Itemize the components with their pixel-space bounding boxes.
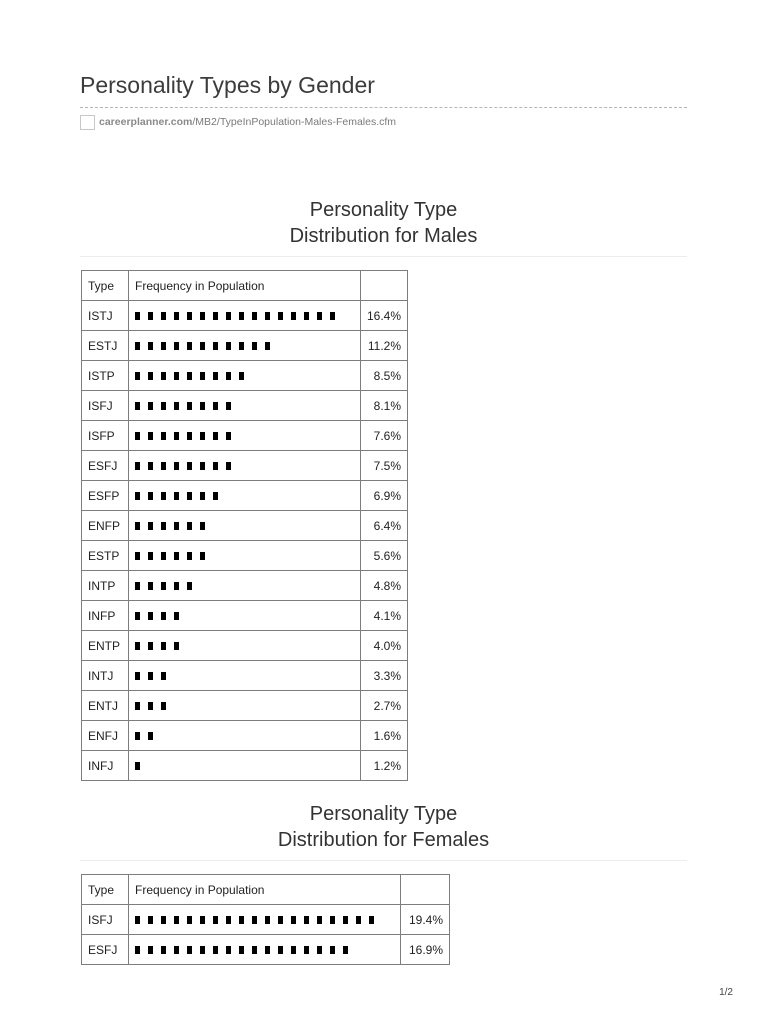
frequency-block bbox=[200, 946, 205, 954]
header-percent bbox=[401, 875, 450, 905]
frequency-block bbox=[148, 492, 153, 500]
title-divider bbox=[80, 107, 687, 108]
frequency-block bbox=[278, 312, 283, 320]
frequency-block bbox=[161, 492, 166, 500]
frequency-block bbox=[330, 916, 335, 924]
frequency-block bbox=[135, 642, 140, 650]
frequency-block bbox=[148, 552, 153, 560]
frequency-block bbox=[174, 492, 179, 500]
frequency-bar bbox=[135, 372, 354, 380]
frequency-block bbox=[135, 946, 140, 954]
frequency-cell bbox=[129, 691, 361, 721]
frequency-block bbox=[148, 612, 153, 620]
frequency-block bbox=[226, 916, 231, 924]
frequency-block bbox=[239, 916, 244, 924]
type-cell: ESFP bbox=[82, 481, 129, 511]
frequency-block bbox=[161, 582, 166, 590]
percent-cell: 11.2% bbox=[361, 331, 408, 361]
frequency-block bbox=[187, 462, 192, 470]
type-cell: ENFJ bbox=[82, 721, 129, 751]
frequency-block bbox=[213, 342, 218, 350]
type-cell: INTJ bbox=[82, 661, 129, 691]
frequency-block bbox=[135, 612, 140, 620]
frequency-block bbox=[187, 946, 192, 954]
frequency-bar bbox=[135, 402, 354, 410]
frequency-block bbox=[239, 342, 244, 350]
frequency-block bbox=[148, 582, 153, 590]
frequency-block bbox=[200, 492, 205, 500]
frequency-block bbox=[317, 916, 322, 924]
frequency-block bbox=[200, 462, 205, 470]
frequency-block bbox=[278, 946, 283, 954]
frequency-block bbox=[161, 432, 166, 440]
females-heading-line1: Personality Type bbox=[309, 803, 458, 825]
frequency-block bbox=[148, 402, 153, 410]
table-row bbox=[82, 601, 408, 631]
frequency-block bbox=[148, 342, 153, 350]
header-type: Type bbox=[82, 875, 129, 905]
frequency-block bbox=[265, 312, 270, 320]
frequency-block bbox=[265, 342, 270, 350]
source-domain: careerplanner.com bbox=[99, 116, 193, 128]
table-row bbox=[82, 571, 408, 601]
frequency-cell bbox=[129, 751, 361, 781]
percent-cell: 3.3% bbox=[361, 661, 408, 691]
frequency-block bbox=[213, 312, 218, 320]
type-cell: ISTJ bbox=[82, 301, 129, 331]
percent-cell: 1.2% bbox=[361, 751, 408, 781]
frequency-block bbox=[161, 402, 166, 410]
frequency-block bbox=[239, 312, 244, 320]
frequency-block bbox=[174, 552, 179, 560]
frequency-block bbox=[135, 762, 140, 770]
frequency-bar bbox=[135, 462, 354, 470]
frequency-block bbox=[291, 946, 296, 954]
frequency-block bbox=[304, 916, 309, 924]
females-section-heading bbox=[80, 801, 687, 853]
percent-cell: 2.7% bbox=[361, 691, 408, 721]
type-cell: ENTJ bbox=[82, 691, 129, 721]
table-row bbox=[82, 541, 408, 571]
frequency-block bbox=[148, 642, 153, 650]
males-heading-line1: Personality Type bbox=[309, 199, 458, 221]
frequency-block bbox=[226, 402, 231, 410]
frequency-cell bbox=[129, 301, 361, 331]
source-url[interactable] bbox=[80, 113, 396, 131]
frequency-cell bbox=[129, 391, 361, 421]
type-cell: ISTP bbox=[82, 361, 129, 391]
frequency-block bbox=[174, 612, 179, 620]
table-row bbox=[82, 451, 408, 481]
frequency-block bbox=[200, 522, 205, 530]
frequency-block bbox=[213, 492, 218, 500]
type-cell: INFP bbox=[82, 601, 129, 631]
frequency-block bbox=[148, 462, 153, 470]
percent-cell: 4.0% bbox=[361, 631, 408, 661]
type-cell: ISFP bbox=[82, 421, 129, 451]
frequency-block bbox=[343, 916, 348, 924]
frequency-block bbox=[161, 612, 166, 620]
frequency-block bbox=[135, 372, 140, 380]
frequency-cell bbox=[129, 721, 361, 751]
frequency-block bbox=[174, 642, 179, 650]
frequency-block bbox=[187, 916, 192, 924]
frequency-cell bbox=[129, 601, 361, 631]
frequency-bar bbox=[135, 916, 394, 924]
frequency-block bbox=[174, 916, 179, 924]
percent-cell: 16.9% bbox=[401, 935, 450, 965]
frequency-block bbox=[135, 462, 140, 470]
frequency-block bbox=[161, 642, 166, 650]
frequency-bar bbox=[135, 552, 354, 560]
frequency-block bbox=[161, 916, 166, 924]
frequency-block bbox=[174, 946, 179, 954]
frequency-block bbox=[174, 522, 179, 530]
frequency-block bbox=[187, 552, 192, 560]
frequency-block bbox=[135, 342, 140, 350]
percent-cell: 4.1% bbox=[361, 601, 408, 631]
frequency-block bbox=[226, 312, 231, 320]
table-row bbox=[82, 511, 408, 541]
frequency-block bbox=[317, 312, 322, 320]
frequency-cell bbox=[129, 541, 361, 571]
frequency-block bbox=[135, 582, 140, 590]
type-cell: ENTP bbox=[82, 631, 129, 661]
frequency-block bbox=[148, 522, 153, 530]
frequency-block bbox=[291, 916, 296, 924]
frequency-block bbox=[148, 732, 153, 740]
table-row bbox=[82, 661, 408, 691]
frequency-cell bbox=[129, 451, 361, 481]
page-title: Personality Types by Gender bbox=[80, 72, 375, 98]
frequency-block bbox=[213, 402, 218, 410]
header-percent bbox=[361, 271, 408, 301]
frequency-block bbox=[252, 916, 257, 924]
header-frequency: Frequency in Population bbox=[129, 875, 401, 905]
frequency-block bbox=[317, 946, 322, 954]
type-cell: ESTP bbox=[82, 541, 129, 571]
frequency-block bbox=[135, 402, 140, 410]
frequency-block bbox=[135, 732, 140, 740]
frequency-block bbox=[187, 432, 192, 440]
frequency-block bbox=[174, 432, 179, 440]
frequency-block bbox=[174, 342, 179, 350]
frequency-block bbox=[135, 916, 140, 924]
frequency-block bbox=[148, 432, 153, 440]
table-row bbox=[82, 391, 408, 421]
frequency-block bbox=[135, 552, 140, 560]
frequency-block bbox=[200, 342, 205, 350]
favicon-placeholder-icon bbox=[80, 115, 95, 130]
frequency-cell bbox=[129, 421, 361, 451]
header-type: Type bbox=[82, 271, 129, 301]
frequency-block bbox=[148, 916, 153, 924]
frequency-block bbox=[135, 672, 140, 680]
frequency-block bbox=[200, 916, 205, 924]
frequency-block bbox=[187, 522, 192, 530]
males-table-body bbox=[82, 301, 408, 781]
type-cell: ESFJ bbox=[82, 451, 129, 481]
frequency-block bbox=[161, 462, 166, 470]
frequency-block bbox=[239, 946, 244, 954]
percent-cell: 8.5% bbox=[361, 361, 408, 391]
frequency-block bbox=[187, 492, 192, 500]
frequency-bar bbox=[135, 702, 354, 710]
frequency-bar bbox=[135, 432, 354, 440]
frequency-block bbox=[252, 342, 257, 350]
frequency-block bbox=[161, 552, 166, 560]
source-path: /MB2/TypeInPopulation-Males-Females.cfm bbox=[192, 116, 397, 128]
table-row bbox=[82, 721, 408, 751]
frequency-block bbox=[135, 702, 140, 710]
frequency-block bbox=[135, 312, 140, 320]
frequency-cell bbox=[129, 481, 361, 511]
header-frequency: Frequency in Population bbox=[129, 271, 361, 301]
frequency-block bbox=[330, 312, 335, 320]
type-cell: ENFP bbox=[82, 511, 129, 541]
frequency-bar bbox=[135, 492, 354, 500]
frequency-block bbox=[226, 462, 231, 470]
frequency-block bbox=[213, 462, 218, 470]
type-cell: ESTJ bbox=[82, 331, 129, 361]
type-cell: INFJ bbox=[82, 751, 129, 781]
table-row bbox=[82, 751, 408, 781]
frequency-cell bbox=[129, 331, 361, 361]
females-section-divider bbox=[80, 860, 687, 861]
frequency-block bbox=[213, 916, 218, 924]
frequency-block bbox=[343, 946, 348, 954]
frequency-bar bbox=[135, 642, 354, 650]
frequency-block bbox=[174, 402, 179, 410]
frequency-bar bbox=[135, 522, 354, 530]
frequency-block bbox=[148, 946, 153, 954]
frequency-block bbox=[239, 372, 244, 380]
frequency-cell bbox=[129, 361, 361, 391]
frequency-block bbox=[161, 946, 166, 954]
frequency-block bbox=[148, 672, 153, 680]
table-row bbox=[82, 421, 408, 451]
frequency-block bbox=[148, 312, 153, 320]
type-cell: ISFJ bbox=[82, 905, 129, 935]
table-row bbox=[82, 691, 408, 721]
frequency-block bbox=[161, 522, 166, 530]
frequency-bar bbox=[135, 342, 354, 350]
frequency-block bbox=[174, 582, 179, 590]
table-row bbox=[82, 631, 408, 661]
percent-cell: 5.6% bbox=[361, 541, 408, 571]
table-row bbox=[82, 301, 408, 331]
table-row bbox=[82, 935, 450, 965]
frequency-bar bbox=[135, 312, 354, 320]
frequency-block bbox=[174, 462, 179, 470]
frequency-block bbox=[265, 946, 270, 954]
females-table-body bbox=[82, 905, 450, 965]
frequency-cell bbox=[129, 571, 361, 601]
frequency-block bbox=[304, 312, 309, 320]
percent-cell: 7.6% bbox=[361, 421, 408, 451]
frequency-block bbox=[200, 402, 205, 410]
frequency-block bbox=[187, 372, 192, 380]
frequency-block bbox=[174, 372, 179, 380]
frequency-block bbox=[304, 946, 309, 954]
frequency-block bbox=[278, 916, 283, 924]
frequency-cell bbox=[129, 511, 361, 541]
percent-cell: 16.4% bbox=[361, 301, 408, 331]
frequency-block bbox=[356, 916, 361, 924]
frequency-bar bbox=[135, 732, 354, 740]
frequency-block bbox=[252, 946, 257, 954]
percent-cell: 1.6% bbox=[361, 721, 408, 751]
frequency-block bbox=[135, 522, 140, 530]
frequency-block bbox=[213, 372, 218, 380]
frequency-block bbox=[226, 342, 231, 350]
table-header-row bbox=[82, 875, 450, 905]
frequency-block bbox=[148, 702, 153, 710]
frequency-block bbox=[200, 312, 205, 320]
type-cell: ISFJ bbox=[82, 391, 129, 421]
males-heading-line2: Distribution for Males bbox=[289, 225, 478, 247]
frequency-block bbox=[226, 432, 231, 440]
frequency-block bbox=[187, 582, 192, 590]
frequency-block bbox=[369, 916, 374, 924]
table-row bbox=[82, 361, 408, 391]
frequency-bar bbox=[135, 582, 354, 590]
percent-cell: 6.9% bbox=[361, 481, 408, 511]
frequency-block bbox=[226, 372, 231, 380]
frequency-block bbox=[226, 946, 231, 954]
table-row bbox=[82, 331, 408, 361]
frequency-block bbox=[161, 702, 166, 710]
frequency-block bbox=[330, 946, 335, 954]
percent-cell: 19.4% bbox=[401, 905, 450, 935]
page-number: 1/2 bbox=[719, 987, 733, 998]
frequency-block bbox=[187, 402, 192, 410]
frequency-block bbox=[161, 372, 166, 380]
males-section-heading bbox=[80, 197, 687, 249]
frequency-block bbox=[265, 916, 270, 924]
table-header-row bbox=[82, 271, 408, 301]
frequency-block bbox=[135, 432, 140, 440]
type-cell: ESFJ bbox=[82, 935, 129, 965]
males-frequency-table bbox=[81, 270, 408, 781]
frequency-bar bbox=[135, 946, 394, 954]
frequency-block bbox=[200, 552, 205, 560]
frequency-cell bbox=[129, 935, 401, 965]
frequency-block bbox=[135, 492, 140, 500]
frequency-block bbox=[187, 312, 192, 320]
percent-cell: 8.1% bbox=[361, 391, 408, 421]
frequency-block bbox=[187, 342, 192, 350]
frequency-block bbox=[200, 372, 205, 380]
percent-cell: 4.8% bbox=[361, 571, 408, 601]
frequency-block bbox=[148, 372, 153, 380]
frequency-bar bbox=[135, 762, 354, 770]
frequency-block bbox=[161, 342, 166, 350]
frequency-block bbox=[213, 946, 218, 954]
females-frequency-table bbox=[81, 874, 450, 965]
frequency-block bbox=[161, 312, 166, 320]
frequency-block bbox=[252, 312, 257, 320]
females-heading-line2: Distribution for Females bbox=[277, 829, 490, 851]
table-row bbox=[82, 481, 408, 511]
frequency-block bbox=[200, 432, 205, 440]
percent-cell: 7.5% bbox=[361, 451, 408, 481]
frequency-bar bbox=[135, 672, 354, 680]
type-cell: INTP bbox=[82, 571, 129, 601]
frequency-cell bbox=[129, 631, 361, 661]
frequency-block bbox=[213, 432, 218, 440]
frequency-cell bbox=[129, 661, 361, 691]
frequency-block bbox=[161, 672, 166, 680]
percent-cell: 6.4% bbox=[361, 511, 408, 541]
frequency-block bbox=[174, 312, 179, 320]
frequency-cell bbox=[129, 905, 401, 935]
frequency-bar bbox=[135, 612, 354, 620]
frequency-block bbox=[291, 312, 296, 320]
table-row bbox=[82, 905, 450, 935]
males-section-divider bbox=[80, 256, 687, 257]
